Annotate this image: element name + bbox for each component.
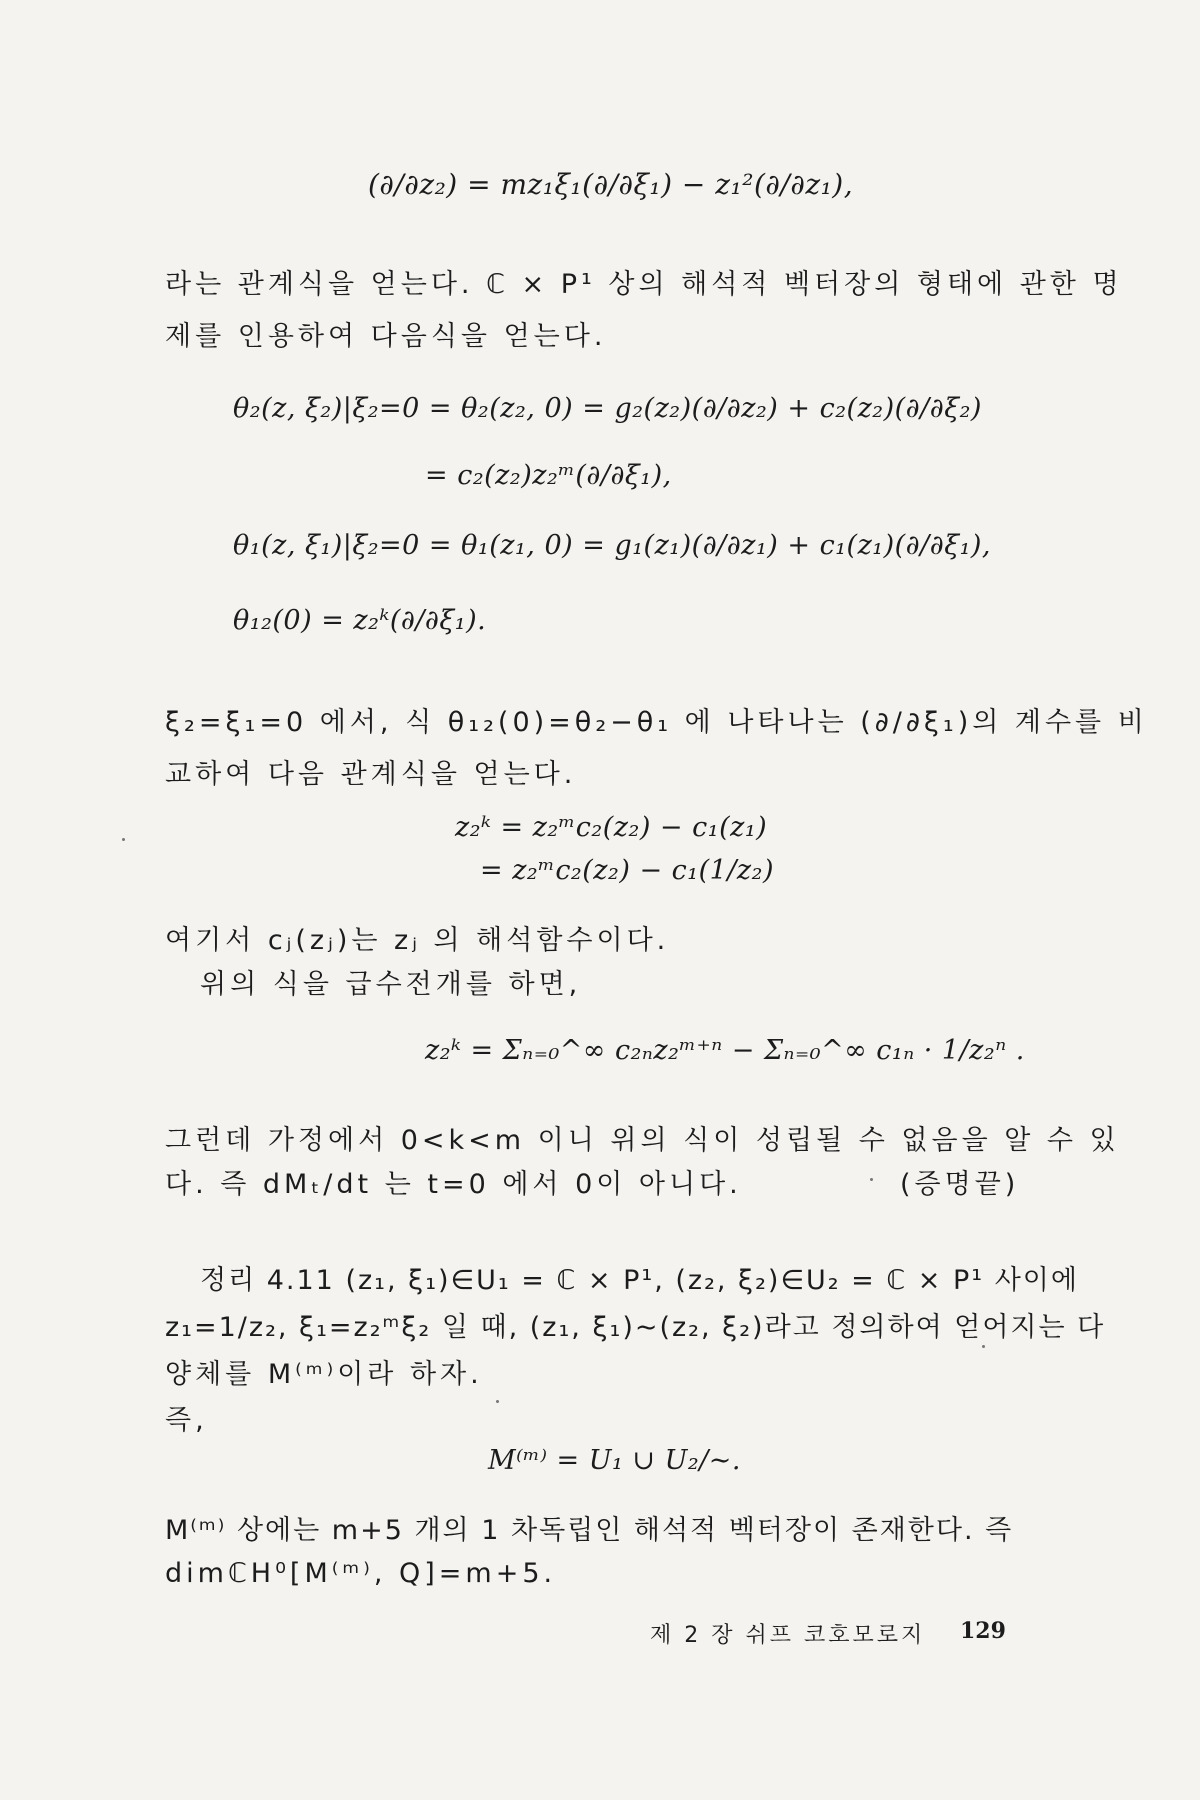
equation-vector-field-relation: (∂/∂z₂) = mz₁ξ₁(∂/∂ξ₁) − z₁²(∂/∂z₁), (368, 168, 854, 201)
paragraph-4-line-1: 그런데 가정에서 0<k<m 이니 위의 식이 성립될 수 없음을 알 수 있 (165, 1125, 1120, 1156)
scan-speck (496, 1400, 499, 1403)
equation-series-expansion: z₂ᵏ = Σₙ₌₀^∞ c₂ₙz₂ᵐ⁺ⁿ − Σₙ₌₀^∞ c₁ₙ · 1/z₂ⁿ . (425, 1035, 1025, 1066)
paragraph-3-line-1: 여기서 cⱼ(zⱼ)는 zⱼ 의 해석함수이다. (165, 925, 670, 956)
equation-theta2-first: θ₂(z, ξ₂)|ξ₂=0 = θ₂(z₂, 0) = g₂(z₂)(∂/∂z₂) + c₂(z₂)(∂/∂ξ₂) (233, 393, 982, 424)
equation-relation-second: = z₂ᵐc₂(z₂) − c₁(1/z₂) (480, 855, 774, 886)
scan-speck (122, 838, 125, 841)
final-line-1: M⁽ᵐ⁾ 상에는 m+5 개의 1 차독립인 해석적 벡터장이 존재한다. 즉 (165, 1515, 1014, 1546)
paragraph-2-line-1: ξ₂=ξ₁=0 에서, 식 θ₁₂(0)=θ₂−θ₁ 에 나타나는 (∂/∂ξ₁)의 계수를 비 (165, 707, 1148, 738)
scan-speck (982, 1345, 985, 1348)
equation-relation-first: z₂ᵏ = z₂ᵐc₂(z₂) − c₁(z₁) (455, 812, 768, 843)
qed-marker: (증명끝) (900, 1169, 1020, 1200)
scan-speck (870, 1178, 873, 1181)
final-line-2: dimℂH⁰[M⁽ᵐ⁾, Q]=m+5. (165, 1558, 557, 1589)
equation-theta2-second: = c₂(z₂)z₂ᵐ(∂/∂ξ₁), (425, 460, 672, 491)
paragraph-1-line-1: 라는 관계식을 얻는다. ℂ × P¹ 상의 해석적 벡터장의 형태에 관한 명 (165, 269, 1123, 300)
theorem-line-3: 양체를 M⁽ᵐ⁾이라 하자. (165, 1359, 483, 1390)
theorem-line-4: 즉, (165, 1405, 208, 1436)
paragraph-2-line-2: 교하여 다음 관계식을 얻는다. (165, 759, 577, 790)
paragraph-4-line-2: 다. 즉 dMₜ/dt 는 t=0 에서 0이 아니다. (165, 1169, 742, 1200)
page-number: 129 (960, 1618, 1006, 1644)
paragraph-3-line-2: 위의 식을 급수전개를 하면, (200, 969, 582, 1000)
paragraph-1-line-2: 제를 인용하여 다음식을 얻는다. (165, 321, 607, 352)
equation-manifold-definition: M⁽ᵐ⁾ = U₁ ∪ U₂/∼. (488, 1445, 742, 1476)
footer-chapter-title: 제 2 장 쉬프 코호모로지 (650, 1623, 926, 1648)
equation-theta12: θ₁₂(0) = z₂ᵏ(∂/∂ξ₁). (233, 605, 487, 636)
theorem-line-2: z₁=1/z₂, ξ₁=z₂ᵐξ₂ 일 때, (z₁, ξ₁)∼(z₂, ξ₂)라고 정의하여 얻어지는 다 (165, 1312, 1106, 1343)
equation-theta1: θ₁(z, ξ₁)|ξ₂=0 = θ₁(z₁, 0) = g₁(z₁)(∂/∂z₁) + c₁(z₁)(∂/∂ξ₁), (233, 530, 992, 561)
theorem-line-1: 정리 4.11 (z₁, ξ₁)∈U₁ = ℂ × P¹, (z₂, ξ₂)∈U₂ = ℂ × P¹ 사이에 (200, 1265, 1079, 1296)
